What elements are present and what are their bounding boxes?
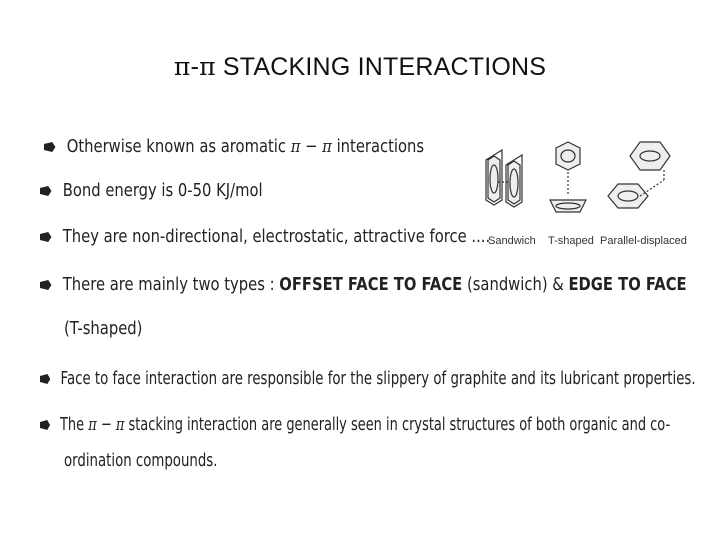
bullet-text: (sandwich) & [462,274,569,295]
bullet-text: stacking interaction are generally seen in crystal structures of both organic and co- [128,414,671,435]
title-text: STACKING INTERACTIONS [222,53,547,81]
math-pi-pi: π − π [290,136,332,157]
stacking-figure [480,140,700,235]
bullet-item [40,410,670,440]
bullet-text: The [59,414,85,435]
math-pi-pi: π − π [88,414,125,435]
bullet-item [44,132,424,162]
bullet-item [40,270,687,300]
parallel-displaced-label: Parallel-displaced [600,235,687,247]
bullet-text: Otherwise known as aromatic [66,136,287,157]
bullet-text: Face to face interaction are responsible for the slippery of graphite and its lubricant properties. [60,368,696,389]
edge-to-face: EDGE TO FACE [568,274,687,295]
bullet-continuation: ordination compounds. [64,450,218,471]
bullet-text: interactions [336,136,425,157]
bullet-text: They are non-directional, electrostatic, attractive force .... [62,226,491,247]
bullet-marker-icon [40,420,50,430]
bullet-marker-icon [40,280,51,290]
stacking-diagram [480,140,700,250]
bullet-marker-icon [40,232,51,242]
bullet-continuation: (T-shaped) [64,318,143,339]
slide-title [0,52,720,82]
parallel-displaced-figure [608,142,670,208]
bullet-text: There are mainly two types : [62,274,280,295]
bullet-text: Bond energy is 0-50 KJ/mol [62,180,263,201]
bullet-item [40,176,263,206]
title-symbol: π-π [173,52,216,81]
bullet-marker-icon [44,142,55,152]
bullet-item [40,222,490,252]
sandwich-figure [486,150,522,207]
offset-face-to-face: OFFSET FACE TO FACE [279,274,463,295]
t-shaped-figure [550,142,586,212]
bullet-marker-icon [40,186,51,196]
t-shaped-label: T-shaped [548,235,594,247]
sandwich-label: Sandwich [488,235,536,247]
bullet-marker-icon [40,374,50,384]
bullet-item [40,364,696,394]
